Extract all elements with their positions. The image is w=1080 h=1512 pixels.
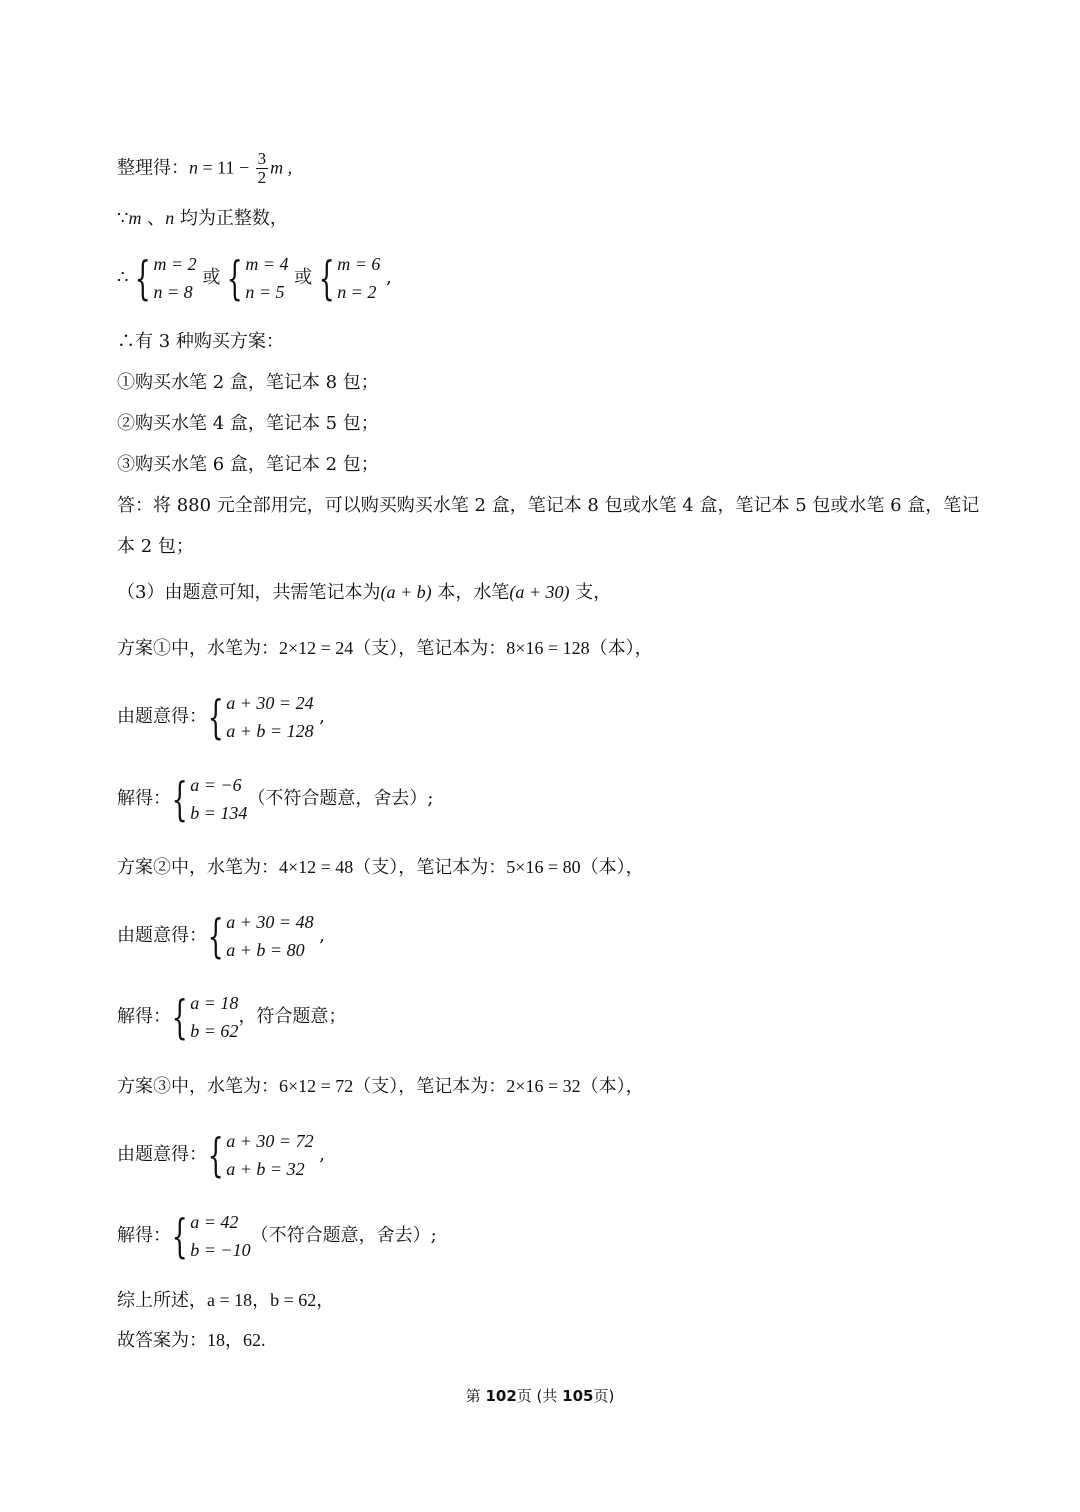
statement-text: 均为正整数， <box>174 208 288 229</box>
line-plan-1-solution <box>117 770 434 828</box>
or-text: 或 <box>294 267 313 288</box>
equation: a = 42 <box>190 1212 239 1232</box>
label-text: 整理得： <box>117 157 189 179</box>
line-plan-3: ③购买水笔 6 盒，笔记本 2 包； <box>117 454 379 475</box>
equation-system <box>171 1208 251 1264</box>
line-summary: 综上所述，a = 18，b = 62， <box>117 1290 335 1310</box>
line-solutions <box>117 250 392 306</box>
line-plan-2-system <box>117 907 325 965</box>
brace-icon: { <box>207 1128 224 1182</box>
equation: a + b = 128 <box>226 721 314 741</box>
footer-text: 页 (共 <box>516 1387 563 1405</box>
therefore-symbol: ∴ <box>117 267 135 288</box>
footer-text: 页) <box>593 1387 615 1405</box>
footer-text: 第 <box>465 1387 486 1405</box>
line-answer: 答：将 880 元全部用完，可以购买购买水笔 2 盒，笔记本 8 包或水笔 4 盒，笔记本 5 包或水笔 6 盒，笔记 <box>117 495 980 516</box>
brace-icon: { <box>134 251 151 305</box>
equation: a + 30 = 48 <box>226 912 314 932</box>
expr: (a + 30) <box>509 582 570 602</box>
brace-icon: { <box>171 772 188 826</box>
var-m: m <box>128 208 142 228</box>
comma: , <box>313 925 326 946</box>
label-text: 解得： <box>117 1225 171 1246</box>
equation: m = 2 <box>153 254 197 274</box>
equation-system-3 <box>318 250 380 306</box>
equation: n = 8 <box>153 282 193 302</box>
fraction <box>256 150 269 187</box>
brace-icon: { <box>318 251 335 305</box>
separator: 、 <box>141 208 166 229</box>
line-part-3 <box>117 580 611 605</box>
line-three-plans: ∴有 3 种购买方案： <box>117 331 284 352</box>
fraction-denominator: 2 <box>257 168 267 187</box>
comma: , <box>313 1144 326 1165</box>
line-plan-3-calc: 方案③中，水笔为：6×12 = 72（支），笔记本为：2×16 = 32（本）， <box>117 1076 644 1096</box>
line-answer-cont: 本 2 包； <box>117 536 194 557</box>
label-text: 解得： <box>117 788 171 809</box>
note-text: （不符合题意，舍去）; <box>247 788 434 809</box>
line-plan-1: ①购买水笔 2 盒，笔记本 8 包； <box>117 372 379 393</box>
line-plan-2: ②购买水笔 4 盒，笔记本 5 包； <box>117 413 379 434</box>
equation: a + b = 80 <box>226 940 305 960</box>
equation-system <box>207 689 314 745</box>
equation-system-2 <box>226 250 288 306</box>
line-plan-2-calc: 方案②中，水笔为：4×12 = 48（支），笔记本为：5×16 = 80（本）， <box>117 857 644 877</box>
equation: n = 2 <box>337 282 377 302</box>
line-final-answer: 故答案为：18，62. <box>117 1330 266 1350</box>
line-positive-integers <box>117 206 288 231</box>
label-text: 由题意得： <box>117 706 207 727</box>
comma: , <box>313 706 326 727</box>
page-number: 102 <box>485 1387 517 1405</box>
equation: a + b = 32 <box>226 1159 305 1179</box>
equation-system <box>171 989 238 1045</box>
equation: a = 18 <box>190 993 239 1013</box>
note-text: ，符合题意； <box>238 1006 347 1027</box>
line-plan-3-solution <box>117 1207 437 1265</box>
page-footer <box>0 1385 1080 1406</box>
brace-icon: { <box>207 690 224 744</box>
line-rearrange <box>117 150 292 187</box>
expr: (a + b) <box>380 582 432 602</box>
equation-system <box>207 1127 314 1183</box>
text: 支， <box>569 582 612 603</box>
eq-text: = 11 − <box>198 157 254 178</box>
equation: n = 5 <box>245 282 285 302</box>
or-text: 或 <box>202 267 221 288</box>
equation: a + 30 = 72 <box>226 1131 314 1151</box>
equation-system <box>171 771 247 827</box>
label-text: 解得： <box>117 1006 171 1027</box>
label-text: 由题意得： <box>117 925 207 946</box>
equation: a + 30 = 24 <box>226 693 314 713</box>
equation: a = −6 <box>190 775 242 795</box>
line-plan-2-solution <box>117 988 346 1046</box>
note-text: （不符合题意，舍去）; <box>250 1225 437 1246</box>
equation: m = 6 <box>337 254 381 274</box>
label-text: 由题意得： <box>117 1144 207 1165</box>
fraction-numerator: 3 <box>257 149 267 168</box>
line-plan-1-system <box>117 688 325 746</box>
equation-system <box>207 908 314 964</box>
line-plan-1-calc: 方案①中，水笔为：2×12 = 24（支），笔记本为：8×16 = 128（本）， <box>117 638 653 658</box>
text: （3）由题意可知，共需笔记本为 <box>117 582 381 603</box>
comma: , <box>380 267 392 288</box>
equation: b = 62 <box>190 1021 239 1041</box>
equation: b = 134 <box>190 803 248 823</box>
equation-system-1 <box>134 250 196 306</box>
brace-icon: { <box>171 990 188 1044</box>
line-plan-3-system <box>117 1126 325 1184</box>
brace-icon: { <box>171 1209 188 1263</box>
var-n: n <box>189 157 198 178</box>
equation: m = 4 <box>245 254 289 274</box>
eq-end: m , <box>270 157 293 178</box>
equation: b = −10 <box>190 1240 251 1260</box>
brace-icon: { <box>226 251 243 305</box>
because-symbol: ∵ <box>117 208 129 229</box>
text: 本，水笔 <box>431 582 510 603</box>
brace-icon: { <box>207 909 224 963</box>
total-pages: 105 <box>562 1387 594 1405</box>
var-n: n <box>165 208 175 228</box>
